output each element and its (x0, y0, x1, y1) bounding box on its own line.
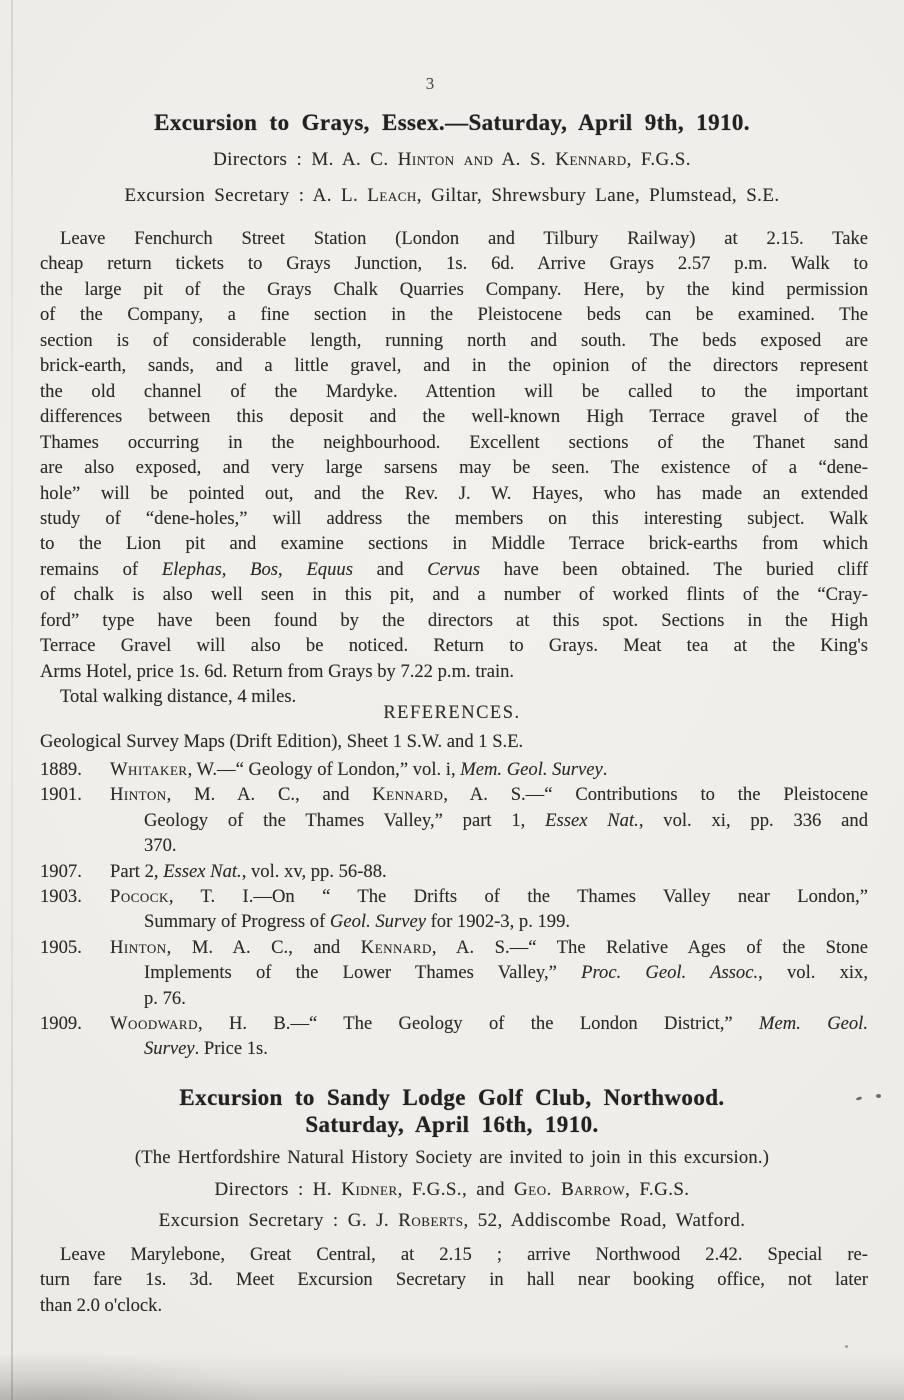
smallcaps-name: Hinton (110, 784, 167, 806)
text-run: Directors : M. A. C. (213, 149, 398, 170)
text-run: have been obtained. The buried cliff (479, 558, 869, 580)
page-number: 3 (425, 74, 435, 93)
text-run: , M. A. C., and (166, 784, 373, 806)
text-run: study of “dene-holes,” will address the members on this interesting subject. Walk (40, 507, 868, 529)
references-heading: REFERENCES. (383, 703, 521, 723)
text-run: turn fare 1s. 3d. Meet Excursion Secretary in hall near booking office, not later (40, 1269, 868, 1291)
reference-year: 1909. (40, 1013, 82, 1035)
text-run: Summary of Progress of (144, 911, 330, 933)
text-run: , F.G.S. (626, 149, 691, 170)
reference-continuation-line (40, 986, 868, 1011)
text-run: the large pit of the Grays Chalk Quarries Company. Here, by the kind permission (40, 278, 868, 300)
excursion2-society-note: (The Hertfordshire Natural History Society are invited to join in this excursion.) (134, 1147, 770, 1168)
text-run: brick-earth, sands, and a little gravel, and in the opinion of the directors represent (40, 355, 868, 377)
text-run: of chalk is also well seen in this pit, and a number of worked flints of the “Cray- (40, 584, 868, 606)
text-run: , 52, Addiscombe Road, Watford. (463, 1210, 746, 1231)
excursion2-title-line1: Excursion to Sandy Lodge Golf Club, Northwood. (179, 1085, 725, 1110)
text-run: , W.—“ Geology of London,” vol. i, (187, 759, 461, 780)
smallcaps-name: and (463, 149, 494, 170)
reference-year: 1889. (40, 759, 82, 780)
italic-text: Elephas (161, 558, 222, 580)
text-line (40, 1242, 868, 1267)
text-run: p. 76. (144, 987, 186, 1009)
smallcaps-name: Hinton (397, 149, 455, 170)
excursion1-secretary-line (0, 185, 904, 207)
reference-continuation-line (40, 909, 868, 934)
text-run (455, 149, 464, 170)
reference-entry (40, 935, 868, 1011)
smallcaps-name: Hinton (110, 936, 167, 958)
text-run: the old channel of the Mardyke. Attention will be called to the important (40, 380, 868, 402)
smallcaps-name: Pocock (110, 886, 169, 908)
text-run: Directors : H. (214, 1179, 342, 1200)
italic-text: Geol. Survey (329, 911, 426, 933)
italic-text: Proc. Geol. Assoc. (581, 962, 759, 984)
text-run: to the Lion pit and examine sections in Middle Terrace brick-earths from which (40, 533, 868, 555)
text-line (40, 659, 868, 684)
text-line (40, 557, 868, 582)
text-run: and (352, 558, 428, 580)
reference-first-line (40, 884, 868, 909)
text-line (40, 353, 868, 378)
text-line (40, 481, 868, 506)
italic-text: Bos (250, 558, 279, 580)
text-run: A. S. (493, 149, 556, 170)
text-run: , A. S.—“ Contributions to the Pleistocene (443, 784, 868, 806)
text-run: Geology of the Thames Valley,” part 1, (144, 809, 546, 831)
text-run: , H. B.—“ The Geology of the London District,” (198, 1013, 760, 1035)
smallcaps-name: Woodward (110, 1013, 198, 1035)
italic-text: Essex Nat. (545, 809, 639, 831)
text-line (40, 251, 868, 276)
smallcaps-name: Geo. Barrow (514, 1179, 626, 1200)
text-run: Part 2, (110, 860, 164, 882)
excursion1-directors-line (0, 149, 904, 171)
text-run: , F.G.S., and (397, 1179, 515, 1200)
text-run: Excursion Secretary : A. L. (124, 185, 368, 206)
smallcaps-name: Kennard (372, 784, 444, 806)
text-run: section is of considerable length, running north and south. The beds exposed are (40, 329, 868, 351)
reference-first-line (40, 782, 868, 807)
smallcaps-name: Whitaker (110, 759, 188, 780)
text-run: cheap return tickets to Grays Junction, 1s. 6d. Arrive Grays 2.57 p.m. Walk to (40, 253, 868, 275)
reference-year: 1901. (40, 784, 82, 806)
text-line (40, 506, 868, 531)
reference-entry (40, 1011, 868, 1062)
reference-continuation-line (40, 833, 868, 858)
excursion2-directors-line (0, 1179, 904, 1201)
reference-continuation-line (40, 808, 868, 833)
text-line (40, 608, 868, 633)
text-line (40, 1267, 868, 1292)
text-run: Terrace Gravel will also be noticed. Return to Grays. Meat tea at the King's (40, 635, 868, 657)
text-line (40, 302, 868, 327)
text-line (40, 430, 868, 455)
smallcaps-name: Kidner (341, 1179, 398, 1200)
text-line (40, 328, 868, 353)
text-run: Total walking distance, 4 miles. (60, 686, 297, 708)
ink-speck (845, 1345, 848, 1348)
text-run: Leave Fenchurch Street Station (London and Tilbury Railway) at 2.15. Take (60, 228, 868, 249)
text-run: than 2.0 o'clock. (40, 1294, 163, 1316)
text-run: ford” type have been found by the directors at this spot. Sections in the High (40, 609, 868, 631)
reference-year: 1907. (40, 860, 82, 882)
text-run: , M. A. C., and (166, 936, 361, 958)
text-run: , vol. xv, pp. 56-88. (241, 860, 387, 882)
references-intro-line: Geological Survey Maps (Drift Edition), Sheet 1 S.W. and 1 S.E. (40, 731, 524, 752)
text-run: of the Company, a fine section in the Pleistocene beds can be examined. The (40, 304, 868, 326)
smallcaps-name: Kennard (360, 936, 432, 958)
text-run: Leave Marylebone, Great Central, at 2.15 ; arrive Northwood 2.42. Special re- (60, 1244, 868, 1265)
ink-speck (876, 1094, 881, 1098)
text-run: Implements of the Lower Thames Valley,” (144, 962, 582, 984)
text-run: 370. (144, 835, 177, 857)
text-run: , Giltar, Shrewsbury Lane, Plumstead, S.E. (416, 185, 780, 206)
references-list (40, 757, 868, 1062)
text-run: , vol. xi, pp. 336 and (638, 809, 869, 831)
text-run: , F.G.S. (625, 1179, 690, 1200)
text-line (40, 455, 868, 480)
reference-first-line (40, 1011, 868, 1036)
text-run: . Price 1s. (194, 1038, 268, 1060)
text-run: remains of (40, 558, 162, 580)
text-run: . (602, 759, 608, 780)
italic-text: Survey (144, 1038, 195, 1060)
italic-text: Mem. Geol. Survey (460, 759, 603, 780)
text-line (40, 379, 868, 404)
smallcaps-name: Roberts (398, 1210, 464, 1231)
text-line (40, 531, 868, 556)
reference-entry (40, 884, 868, 935)
italic-text: Mem. Geol. (759, 1013, 868, 1035)
reference-entry (40, 782, 868, 858)
text-run: Thames occurring in the neighbourhood. Excellent sections of the Thanet sand (40, 431, 868, 453)
reference-first-line (40, 935, 868, 960)
reference-first-line (40, 757, 868, 782)
text-line (40, 404, 868, 429)
text-run: hole” will be pointed out, and the Rev. J. W. Hayes, who has made an extended (40, 482, 868, 504)
reference-entry (40, 757, 868, 782)
reference-year: 1903. (40, 886, 82, 908)
text-line (40, 633, 868, 658)
excursion2-secretary-line (0, 1210, 904, 1232)
reference-year: 1905. (40, 936, 82, 958)
text-run: , vol. xix, (758, 962, 868, 984)
reference-first-line (40, 859, 868, 884)
text-line (40, 226, 868, 251)
reference-entry (40, 859, 868, 884)
excursion1-title: Excursion to Grays, Essex.—Saturday, April 9th, 1910. (154, 110, 750, 135)
italic-text: Cervus (427, 558, 480, 580)
text-run: , (221, 558, 251, 580)
text-line (40, 277, 868, 302)
italic-text: Essex Nat. (163, 860, 242, 882)
smallcaps-name: Kennard (555, 149, 627, 170)
text-run: differences between this deposit and the well-known High Terrace gravel of the (40, 406, 868, 428)
excursion2-body-paragraph (40, 1242, 868, 1318)
text-line (40, 582, 868, 607)
excursion1-body-paragraph (40, 226, 868, 710)
text-run: , T. I.—On “ The Drifts of the Thames Valley near London,” (168, 886, 868, 908)
text-run: Arms Hotel, price 1s. 6d. Return from Grays by 7.22 p.m. train. (40, 660, 515, 682)
text-run: Excursion Secretary : G. J. (158, 1210, 399, 1231)
text-run: for 1902-3, p. 199. (425, 911, 571, 933)
italic-text: Equus (306, 558, 353, 580)
text-run: , (278, 558, 307, 580)
text-run: , A. S.—“ The Relative Ages of the Stone (431, 936, 869, 958)
reference-continuation-line (40, 1036, 868, 1061)
excursion2-title-line2: Saturday, April 16th, 1910. (305, 1112, 599, 1137)
reference-continuation-line (40, 960, 868, 985)
text-run: are also exposed, and very large sarsens may be seen. The existence of a “dene- (40, 457, 868, 479)
smallcaps-name: Leach (367, 185, 417, 206)
text-line (40, 1293, 868, 1318)
